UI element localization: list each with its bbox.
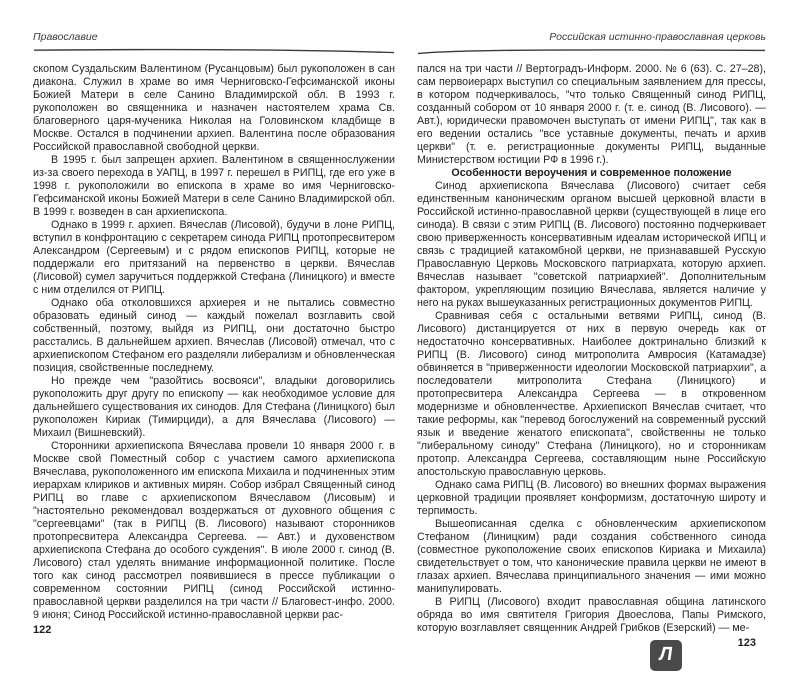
page-body-left [33,63,395,637]
paragraph: В 1995 г. был запрещен архиеп. Валентином в священнослужении из-за своего перехода в УАПЦ, в 1997 г. перешел в РИПЦ, где его уже в 1998 г. рукоположили во епископа в храме во имя Черниговско-Гефсиманской иконы Божией Матери в селе Санино Владимирской обл. В 1999 г. возведен в сан архиепископа. [33,154,395,218]
paragraph: Синод архиепископа Вячеслава (Лисового) считает себя единственным каноническим органом высшей церковной власти в Российской истинно-православной церкви (существующей в лице его синода). В связи с этим РИПЦ (В. Лисового) постоянно подчеркивает свою приверженность консервативным идеалам исторической ИПЦ и связь с традицией катакомбной церкви, не признававшей Русскую Православную Церковь Московского патриархата, которую архиеп. Вячеслав называет "советской патриархией". Дополнительным фактором, укрепляющим позицию Вячеслава, является наличие у него на руках вышеуказанных регистрационных документов РИПЦ. [417,180,766,309]
paragraph: Вышеописанная сделка с обновленческим архиепископом Стефаном (Линицким) ради создания собственного синода (совместное рукоположение своих епископов Кириака и Михаила) свидетельствует о том, что канонические правила церкви не имеют в глазах архиеп. Вячеслава принципиального значения — ими можно манипулировать. [417,518,766,595]
paragraph: Но прежде чем "разойтись восвояси", владыки договорились рукоположить друг другу по епископу — как необходимое условие для дальнейшего существования их синодов. Для Стефана (Линицкого) был рукоположен Кириак (Тимирциди), а для Вячеслава (Лисового) — Михаил (Вишневский). [33,375,395,439]
section-heading: Особенности вероучения и современное положение [451,167,732,179]
paragraph: скопом Суздальским Валентином (Русанцовым) был рукоположен в сан диакона. Служил в храме во имя Черниговско-Гефсиманской иконы Божией Матери в селе Санино Владимирской обл. В 1993 г. рукоположен во священника и назначен настоятелем храма Св. благоверного царя-мученика Николая на Головинском кладбище в Москве. Остался в подчинении архиеп. Валентина после образования Российской православной свободной церкви. [33,63,395,153]
paragraph: пался на три части // Вертоградъ-Информ. 2000. № 6 (63). С. 27–28), сам первоиерарх выступил со специальным заявлением для прессы, в котором подчеркивалось, "что только Священный синод РИПЦ, созданный собором от 10 января 2000 г. (т. е. синод (В. Лисового). — Авт.), юридически правомочен выступать от имени РИПЦ", так как в его ведении остались "все уставные документы, печать и архив церкви" (т. е. регистрационные документы РИПЦ, выданные Министерством юстиции РФ в 1996 г.). [417,63,766,166]
header-rule-left [33,47,395,55]
running-header-right: Российская истинно-православная церковь [549,31,766,43]
running-header-left: Православие [33,31,98,43]
paragraph: В РИПЦ (Лисового) входит православная община латинского обряда во имя святителя Григория Двоеслова, Папы Римского, которую возглавляет священник Андрей Грибков (Езерский) — ме- [417,596,766,634]
page-number-left: 122 [33,624,52,636]
paragraph: Однако сама РИПЦ (В. Лисового) во внешних формах выражения церковной традиции проявляет конформизм, достаточную широту и терпимость. [417,479,766,517]
paragraph: Сравнивая себя с остальными ветвями РИПЦ, синод (В. Лисового) дистанцируется от них в первую очередь как от недостаточно консервативных. Наиболее доктринально близкий к РИПЦ (В. Лисового) синод митрополита Амвросия (Катамадзе) обвиняется в "приверженности идеологии Московской патриархии", а последователи митрополита Стефана (Линицкого) и протопресвитера Александра Сергеева — в откровенном модернизме и обновленчестве. Архиепископ Вячеслав считает, что такие реформы, как "перевод богослужений на современный русский язык и введение женатого епископата", свойственны не только "либеральному синоду" Стефана (Линицкого), но и сторонникам протопр. Александра Сергеева, составляющим ныне Российскую апостольскую православную церковь. [417,310,766,478]
logo-letter-icon: Л [657,644,675,665]
paragraph: Однако в 1999 г. архиеп. Вячеслав (Лисовой), будучи в лоне РИПЦ, вступил в конфронтацию с секретарем синода РИПЦ протопресвитером Александром (Сергеевым) и с рядом епископов РИПЦ, которые не поддержали его притязаний на первенство в церкви. Вячеслав (Лисовой) сумел заручиться поддержкой Стефана (Линицкого) и вместе с ним отделился от РИПЦ. [33,219,395,296]
paragraph: Однако оба отколовшихся архиерея и не пытались совместно образовать единый синод — каждый пожелал возглавить свой собственный, поэтому, выйдя из РИПЦ, они достаточно быстро расстались. В дальнейшем архиеп. Вячеслав (Лисовой) отмечал, что с архиепископом Стефаном его разделяли либерализм и обновленческая позиция, свойственные последнему. [33,297,395,374]
page-number-right: 123 [737,637,756,649]
page-left [33,30,395,637]
header-rule-right [417,47,766,55]
watermark-logo-badge [650,640,682,671]
page-right [417,30,766,650]
page-body-right [417,63,766,650]
paragraph: Сторонники архиепископа Вячеслава провели 10 января 2000 г. в Москве свой Поместный собор с участием самого архиепископа Вячеслава, рукоположенного им епископа Михаила и подчиненных этим иерархам клириков и активных мирян. Собор избрал Священный синод РИПЦ во главе с архиепископом Вячеславом (Лисовым) и "настоятельно рекомендовал воздержаться от духовного общения с "сергеевцами" (так в РИПЦ (В. Лисового) называют сторонников протопресвитера Александра Сергеева. — Авт.) и духовенством архиепископа Стефана до особого суждения". В июле 2000 г. синод (В. Лисового) стал уделять внимание информационной политике. После того как синод рассмотрел появившиеся в прессе публикации о современном состоянии РИПЦ (синод Российской истинно-православной церкви разделился на три части // Благовест-инфо. 2000. 9 июня; Синод Российской истинно-православной церкви рас- [33,440,395,621]
